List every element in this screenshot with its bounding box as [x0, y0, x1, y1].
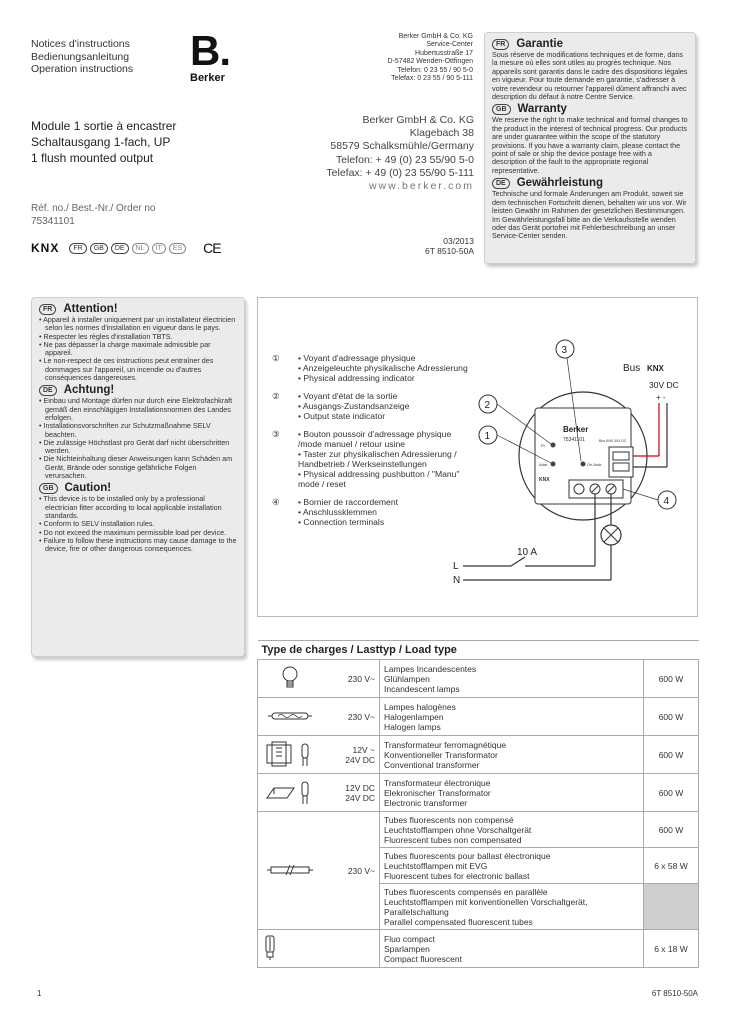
callout-number: 4 [663, 496, 670, 507]
device-brand: Berker [563, 425, 589, 434]
desc-line: Halogen lamps [384, 721, 441, 732]
bullet-item: • Do not exceed the maximum permissible load per device. [39, 529, 237, 537]
bullet-item: • Respecter les règles d'installation TBTS. [39, 333, 237, 341]
company-line: Telefon: + 49 (0) 23 55/90 5-0 [335, 153, 474, 166]
logo-word: Berker [190, 72, 225, 84]
table-row [258, 698, 699, 736]
ref-number: 75341101 [31, 216, 75, 227]
section-title: Gewährleistung [516, 177, 604, 190]
table-row [258, 774, 699, 812]
order-reference [31, 202, 156, 228]
doc-date-code [396, 236, 474, 256]
warranty-de-title [492, 177, 688, 189]
load-type-section [257, 640, 699, 968]
section-title: Garantie [516, 38, 564, 50]
desc-line: Halogenlampen [384, 711, 444, 722]
marks-row [31, 240, 221, 256]
bullet-item: • This device is to be installed only by a professional electrician fitter according to local applicable installation standards. [39, 495, 237, 520]
legend-item: • Ausgangs-Zustandsanzeige [298, 401, 409, 411]
bulb-icon [258, 660, 323, 698]
label-L: L [453, 561, 459, 572]
load-voltage: 12V ~ 24V DC [322, 736, 380, 774]
load-max: 600 W [644, 736, 699, 774]
product-title-gb: 1 flush mounted output [31, 151, 154, 165]
bullet-item: • Die zulässige Höchstlast pro Gerät darf nicht überschritten werden. [39, 439, 237, 456]
halogen-lamp-icon [258, 698, 323, 736]
terminal-screw [574, 484, 584, 494]
bullet-item: • Le non-respect de ces instructions peut entraîner des dommages sur l'appareil, un incendie ou d'autres conséquences dangereuses. [39, 357, 237, 382]
led-indicator [551, 462, 556, 467]
company-line: Klagebach 38 [409, 127, 474, 140]
legend-item: • Voyant d'adressage physique [298, 353, 468, 363]
bus-terminal [613, 452, 629, 460]
desc-line: Tubes fluorescents non compensé [384, 814, 514, 825]
desc-line: Glühlampen [384, 673, 430, 684]
bullet-item: • Die Nichteinhaltung dieser Anweisungen kann Schäden am Gerät, Brände oder sonstige gefährliche Folgen verursachen. [39, 455, 237, 480]
table-row [258, 930, 699, 968]
load-max: 600 W [644, 660, 699, 698]
label-N: N [453, 575, 461, 586]
section-title: Achtung! [63, 384, 115, 397]
section-title: Warranty [517, 103, 567, 116]
desc-line: Conventional transformer [384, 759, 480, 770]
desc-line: Parallelschaltung [384, 906, 449, 917]
warranty-box [484, 32, 696, 264]
legend-number: ① [272, 353, 280, 363]
legend-item: • Anzeigeleuchte physikalische Adressierung [298, 363, 468, 373]
warranty-gb-title [492, 103, 688, 115]
desc-line: Fluorescent tubes non compensated [384, 834, 522, 845]
warranty-de-text: Technische und formale Änderungen am Produkt, soweit sie dem technischen Fortschritt dienen, behalten wir uns vor. Wir leisten Gewähr im Rahmen der gesetzlichen Bestimmungen. Im Gewährleistungsfall bitte an die Verkaufsstelle wenden oder das Gerät portofrei mit Fehlerbeschreibung an unser Service-Center senden. [492, 189, 687, 241]
page-number: 1 [37, 989, 42, 998]
section-title: Attention! [63, 303, 118, 315]
legend-item: • Physical addressing indicator [298, 373, 468, 383]
bullet-item: • Einbau und Montage dürfen nur durch eine Elektrofachkraft gemäß den einschlägigen Installationsnormen des Landes erfolgen. [39, 397, 237, 422]
device-knx-mark: KNX [539, 477, 550, 483]
desc-line: Leuchtstofflampen ohne Vorschaltgerät [384, 824, 532, 835]
lang-badge: FR [39, 304, 56, 315]
load-voltage [322, 930, 380, 968]
load-description [380, 660, 644, 698]
load-max: 600 W [644, 812, 699, 848]
product-title-fr: Module 1 sortie à encastrer [31, 119, 177, 133]
fluorescent-tube-icon [258, 812, 323, 930]
wiring-diagram [453, 333, 693, 593]
load-description [380, 930, 644, 968]
load-description [380, 812, 644, 848]
lang-badge: NL [132, 243, 149, 254]
company-line: 58579 Schalksmühle/Germany [330, 140, 474, 153]
desc-line: Fluorescent tubes for electronic ballast [384, 870, 530, 881]
desc-line: Parallel compensated fluorescent tubes [384, 916, 533, 927]
legend-item: • Bouton poussoir d'adressage physique /mode manuel / retour usine [298, 429, 472, 449]
load-type-table [257, 640, 699, 968]
device-ref: 75341101 [563, 437, 585, 443]
service-line: Telefax: 0 23 55 / 90 5-111 [391, 75, 473, 83]
bullet-item: • Failure to follow these instructions may cause damage to the device, fire or other dangerous consequences. [39, 537, 237, 554]
attention-box [31, 297, 245, 657]
load-max: 6 x 58 W [644, 848, 699, 884]
warranty-fr-title [492, 38, 688, 50]
load-max: 600 W [644, 698, 699, 736]
addr-label: Addr [539, 462, 548, 467]
company-line: Telefax: + 49 (0) 23 55/90 5-111 [326, 166, 474, 179]
lang-badge: ES [169, 243, 186, 254]
bus-polarity-label: + - [656, 393, 666, 402]
product-titles [31, 118, 176, 166]
led-indicator [551, 443, 556, 448]
callout-number: 2 [484, 400, 491, 411]
section-title: Caution! [64, 482, 112, 495]
fuse-switch [511, 557, 525, 566]
desc-line: Tubes fluorescents compensés en parallèle [384, 886, 548, 897]
desc-line: Tubes fluorescents pour ballast électronique [384, 850, 551, 861]
desc-line: Electronic transformer [384, 797, 468, 808]
doc-type-fr: Notices d'instructions [31, 38, 130, 50]
legend-number: ④ [272, 497, 280, 507]
load-description [380, 736, 644, 774]
lang-badge: GB [492, 104, 511, 115]
service-line: D-57482 Wenden-Ottfingen [387, 58, 473, 66]
legend-item: • Anschlussklemmen [298, 507, 398, 517]
load-max-not-allowed [644, 884, 699, 930]
legend-item: • Voyant d'état de la sortie [298, 391, 409, 401]
logo-letter: B. [190, 27, 230, 74]
desc-line: Transformateur électronique [384, 777, 491, 788]
footer-doc-code: 6T 8510-50A [651, 989, 698, 998]
device-diagram-panel [257, 297, 698, 617]
legend-item: • Connection terminals [298, 517, 398, 527]
service-line: Telefon: 0 23 55 / 90 5-0 [397, 66, 473, 74]
desc-line: Leuchtstofflampen mit EVG [384, 860, 488, 871]
desc-line: Transformateur ferromagnétique [384, 739, 507, 750]
service-line: Berker GmbH & Co. KG [398, 33, 473, 40]
lang-badge: DE [492, 178, 510, 189]
doc-date: 03/2013 [443, 236, 474, 246]
load-max: 6 x 18 W [644, 930, 699, 968]
load-voltage: 12V DC 24V DC [322, 774, 380, 812]
load-description [380, 848, 644, 884]
fuse-rating: 10 A [517, 547, 538, 558]
load-voltage: 230 V~ [322, 698, 380, 736]
bullet-item: • Installationsvorschriften zur Schutzmaßnahme SELV beachten. [39, 422, 237, 439]
legend-row [272, 429, 472, 489]
berker-logo [190, 27, 230, 84]
lang-badge: DE [111, 243, 129, 254]
lang-badge: GB [90, 243, 108, 254]
warranty-gb-text: We reserve the right to make technical and formal changes to the product in the interest of technical progress. Our products are under guarantee within the scope of the statutory provisions. If you have a warranty claim, please contact the point of sale or ship the device postage free with a description of the fault to the appropriate regional representative. [492, 115, 688, 175]
callout-number: 1 [484, 431, 491, 442]
warranty-fr-text: Sous réserve de modifications techniques et de forme, dans la mesure où elles sont utiles au progrès technique. Nos appareils sont garantis dans le cadre des dispositions légales en vigueur. Pour toute demande en garantie, s'adresser à votre revendeur ou retourner l'appareil dûment affranchi avec description du défaut à notre Centre Service. [492, 50, 688, 102]
company-web: www.berker.com [368, 180, 474, 193]
bus-small-label: Bus KNX 30V DC [599, 439, 627, 443]
ref-label: Réf. no./ Best.-Nr./ Order no [31, 203, 156, 214]
desc-line: Leuchtstofflampen mit konventionellen Vorschaltgerät, [384, 896, 588, 907]
onaddr-label: On Addr [587, 462, 602, 467]
company-address [296, 114, 474, 193]
table-row [258, 736, 699, 774]
load-description [380, 884, 644, 930]
attention-fr-title [39, 303, 237, 315]
desc-line: Sparlampen [384, 943, 430, 954]
lang-badge: FR [69, 243, 86, 254]
lang-badge: DE [39, 385, 57, 396]
doc-type-gb: Operation instructions [31, 63, 134, 75]
callout-number: 3 [561, 345, 568, 356]
legend-item: • Taster zur physikalischen Adressierung / Handbetrieb / Werkseinstellungen [298, 449, 472, 469]
doc-type-de: Bedienungsanleitung [31, 50, 130, 63]
desc-line: Lampes halogènes [384, 701, 456, 712]
attention-de-title [39, 384, 237, 396]
legend-item: • Bornier de raccordement [298, 497, 398, 507]
attention-gb-title [39, 482, 237, 494]
doc-code: 6T 8510-50A [425, 246, 474, 256]
load-max: 600 W [644, 774, 699, 812]
desc-line: Lampes Incandescentes [384, 663, 477, 674]
lang-badge: GB [39, 483, 58, 494]
bus-knx-label: KNX [647, 364, 664, 373]
electronic-transformer-icon [258, 774, 323, 812]
bus-terminal [613, 463, 629, 471]
prog-label: Pr [541, 443, 545, 448]
service-line: Hubertusstraße 17 [415, 49, 473, 57]
transformer-icon [258, 736, 323, 774]
bus-voltage-label: 30V DC [649, 380, 679, 390]
legend-row [272, 497, 472, 527]
desc-line: Incandescent lamps [384, 683, 460, 694]
load-voltage: 230 V~ [322, 812, 380, 930]
bullet-item: • Conform to SELV installation rules. [39, 520, 237, 528]
component-legend [272, 353, 472, 535]
load-table-title: Type de charges / Lasttyp / Load type [258, 641, 699, 660]
bullet-item: • Appareil à installer uniquement par un installateur électricien selon les normes d'installation en vigueur dans le pays. [39, 316, 237, 333]
legend-item: • Output state indicator [298, 411, 409, 421]
service-line: Service-Center [426, 41, 473, 49]
bullet-item: • Ne pas dépasser la charge maximale admissible par appareil. [39, 341, 237, 358]
ce-mark: CE [203, 240, 221, 256]
load-description [380, 698, 644, 736]
load-voltage: 230 V~ [322, 660, 380, 698]
legend-row [272, 391, 472, 421]
desc-line: Elekronischer Transformator [384, 787, 491, 798]
lang-badge: FR [492, 39, 509, 50]
addr-button [581, 462, 586, 467]
desc-line: Konventioneller Transformator [384, 749, 498, 760]
lang-badge: IT [152, 243, 166, 254]
doc-types [31, 38, 133, 76]
bus-label: Bus [623, 363, 641, 374]
desc-line: Compact fluorescent [384, 953, 462, 964]
legend-row [272, 353, 472, 383]
table-row [258, 812, 699, 848]
table-row [258, 660, 699, 698]
product-title-de: Schaltausgang 1-fach, UP [31, 135, 171, 149]
legend-number: ② [272, 391, 280, 401]
company-line: Berker GmbH & Co. KG [362, 114, 474, 126]
legend-item: • Physical addressing pushbutton / "Manu" mode / reset [298, 469, 472, 489]
legend-number: ③ [272, 429, 280, 439]
compact-fluorescent-icon [258, 930, 323, 968]
load-description [380, 774, 644, 812]
knx-logo: KNX [31, 241, 60, 255]
desc-line: Fluo compact [384, 933, 436, 944]
service-address [330, 33, 473, 83]
